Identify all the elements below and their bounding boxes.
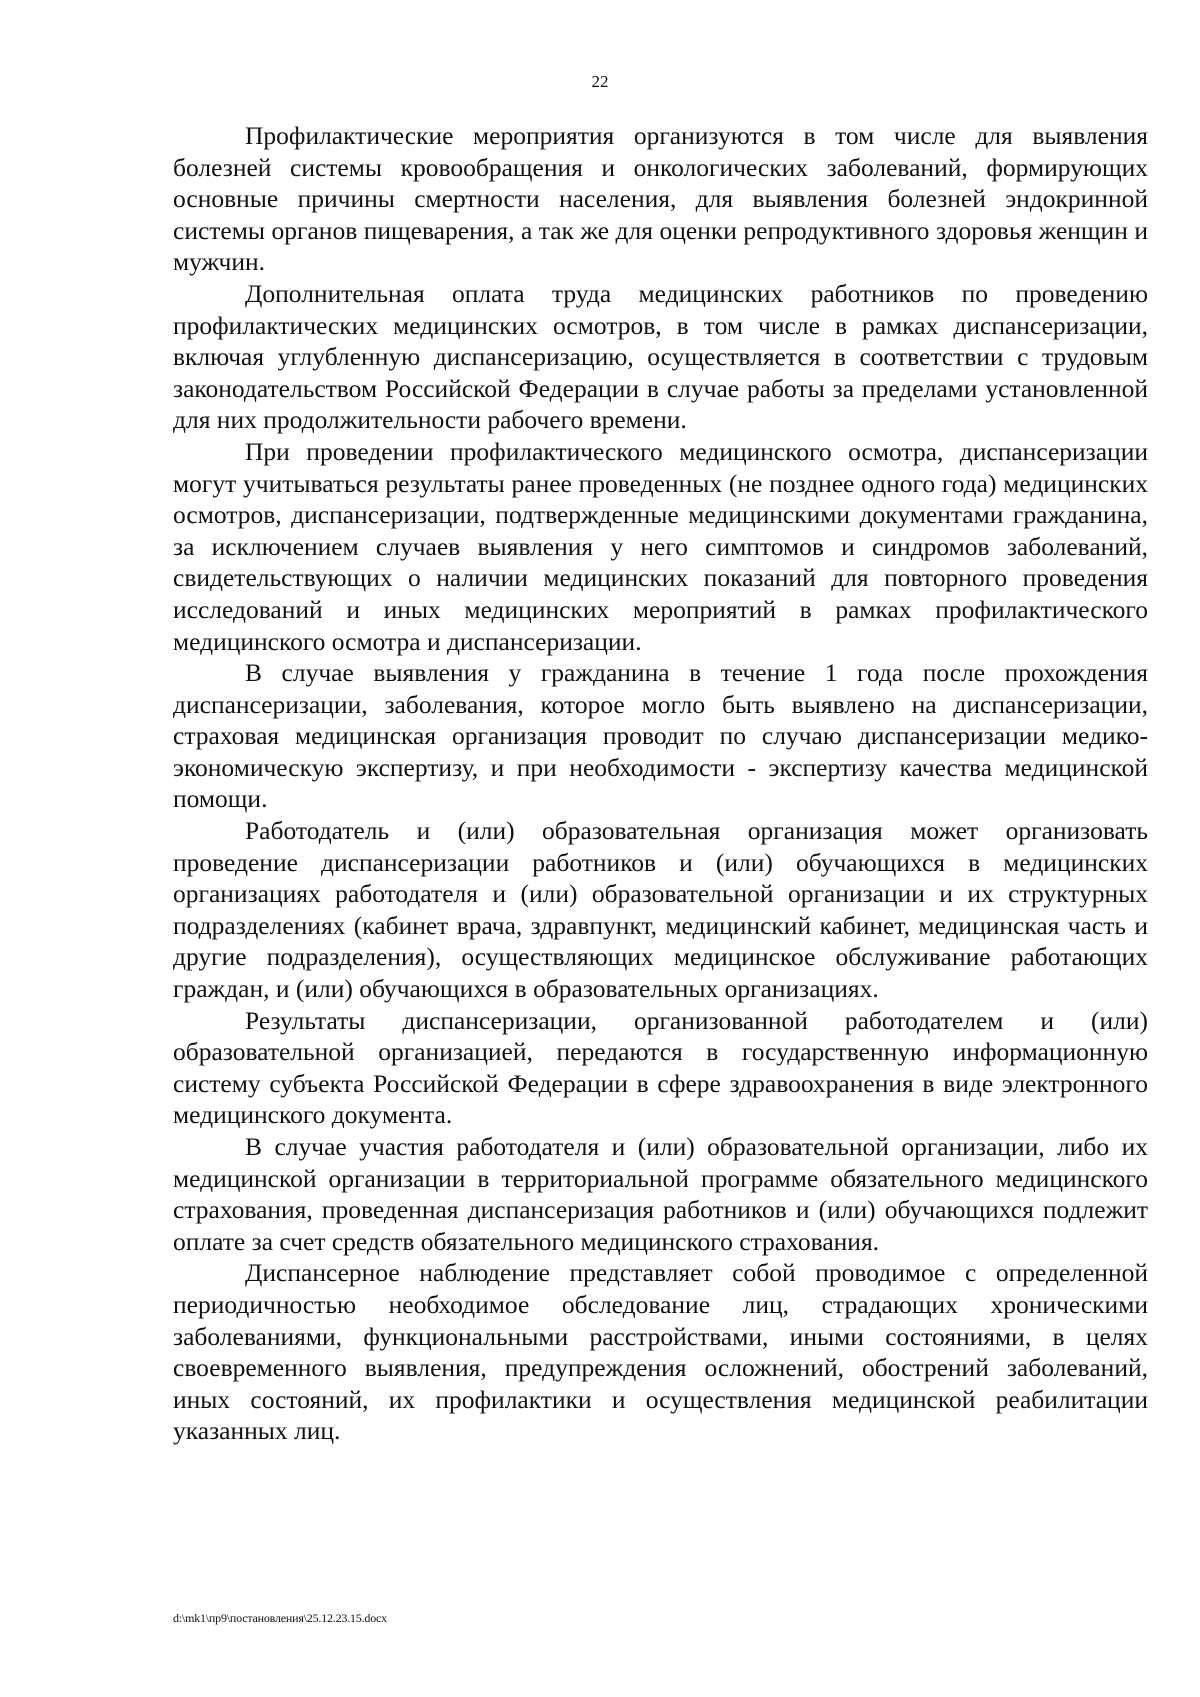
paragraph-employer-organization: Работодатель и (или) образовательная организация может организовать проведение диспансеризации работников и (или) обучающихся в медицинских организациях работодателя и (или) образовательной организации и их структурных подразделениях (кабинет врача, здравпункт, медицинский кабинет, медицинская часть и другие подразделения), осуществляющих медицинское обслуживание работающих граждан, и (или) обучающихся в образовательных организациях. [173,816,1148,1004]
paragraph-prevention-measures: Профилактические мероприятия организуются в том числе для выявления болезней системы кровообращения и онкологических заболеваний, формирующих основные причины смертности населения, для выявления болезней эндокринной системы органов пищеварения, а так же для оценки репродуктивного здоровья женщин и мужчин. [173,121,1148,277]
page-number: 22 [591,72,609,91]
paragraph-previous-results: При проведении профилактического медицинского осмотра, диспансеризации могут учитываться результаты ранее проведенных (не позднее одного года) медицинских осмотров, диспансеризации, подтвержденные медицинскими документами гражданина, за исключением случаев выявления у него симптомов и синдромов заболеваний, свидетельствующих о наличии медицинских показаний для повторного проведения исследований и иных медицинских мероприятий в рамках профилактического медицинского осмотра и диспансеризации. [173,436,1148,656]
paragraph-dispensary-observation: Диспансерное наблюдение представляет собой проводимое с определенной периодичностью необходимое обследование лиц, страдающих хроническими заболеваниями, функциональными расстройствами, иными состояниями, в целях своевременного выявления, предупреждения осложнений, обострений заболеваний, иных состояний, их профилактики и осуществления медицинской реабилитации указанных лиц. [173,1258,1148,1446]
footer-file-path: d:\mk1\пр9\постановления\25.12.23.15.docx [173,1611,387,1625]
paragraph-additional-pay: Дополнительная оплата труда медицинских работников по проведению профилактических медицинских осмотров, в том числе в рамках диспансеризации, включая углубленную диспансеризацию, осуществляется в соответствии с трудовым законодательством Российской Федерации в случае работы за пределами установленной для них продолжительности рабочего времени. [173,278,1148,435]
document-body [173,120,1148,1447]
paragraph-results-transfer: Результаты диспансеризации, организованной работодателем и (или) образовательной организацией, передаются в государственную информационную систему субъекта Российской Федерации в сфере здравоохранения в виде электронного медицинского документа. [173,1005,1148,1130]
paragraph-insurance-payment: В случае участия работодателя и (или) образовательной организации, либо их медицинской организации в территориальной программе обязательного медицинского страхования, проведенная диспансеризация работников и (или) обучающихся подлежит оплате за счет средств обязательного медицинского страхования. [173,1132,1148,1256]
paragraph-disease-detection: В случае выявления у гражданина в течение 1 года после прохождения диспансеризации, заболевания, которое могло быть выявлено на диспансеризации, страховая медицинская организация проводит по случаю диспансеризации медико-экономическую экспертизу, и при необходимости - экспертизу качества медицинской помощи. [173,658,1148,814]
